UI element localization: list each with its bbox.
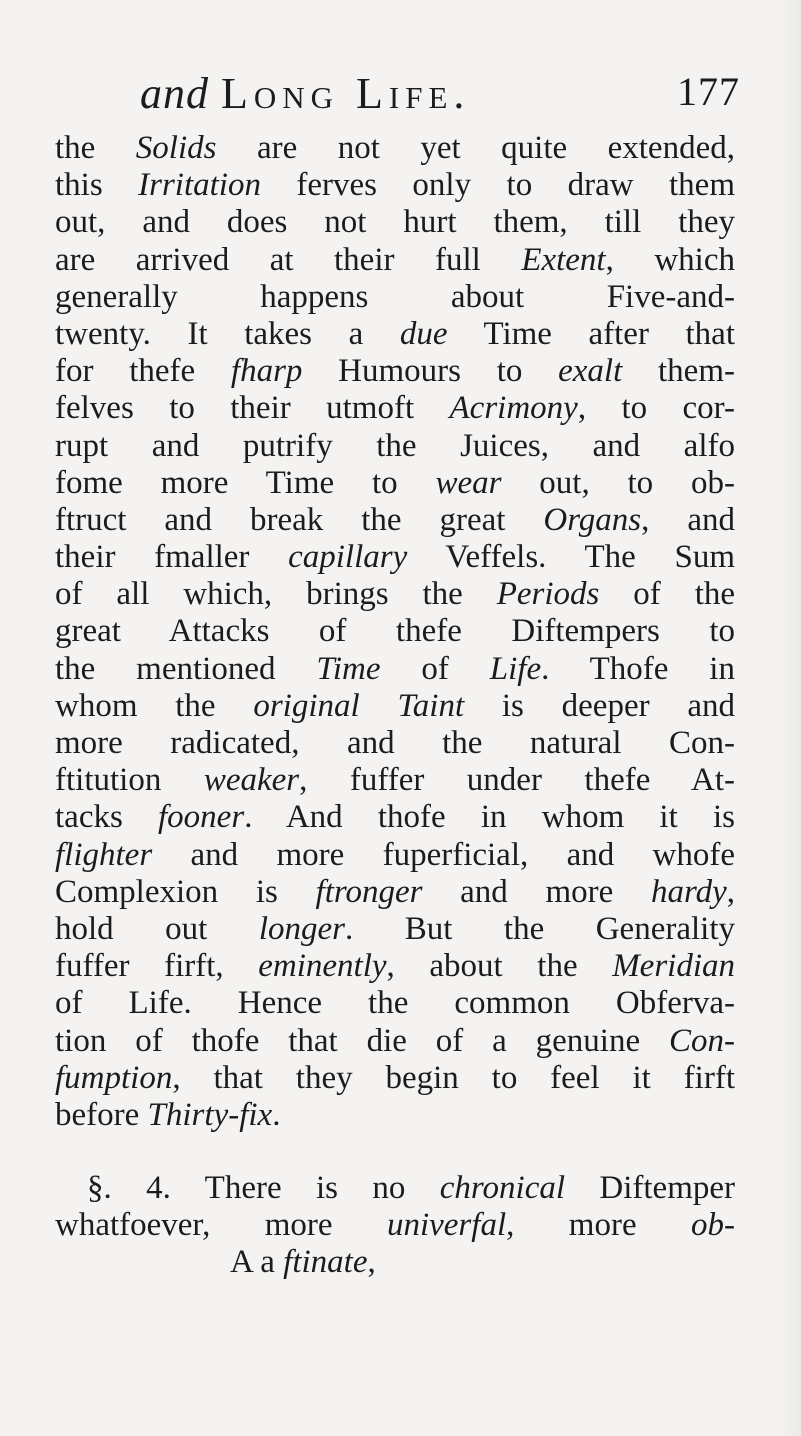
italic-run: Con-	[669, 1022, 735, 1059]
text-line	[55, 316, 735, 353]
text-line	[55, 167, 735, 204]
text-line	[55, 1023, 735, 1060]
italic-run: ftinate	[283, 1244, 368, 1281]
text-run: , that they begin to feel it firft	[172, 1059, 735, 1096]
text-line	[55, 465, 735, 502]
text-run: them-	[622, 353, 735, 390]
text-run: great Attacks of thefe Diftempers to	[55, 613, 735, 650]
text-run	[275, 1244, 283, 1280]
text-line	[55, 242, 735, 279]
text-run: the mentioned	[55, 650, 317, 687]
italic-run: Time	[316, 650, 381, 687]
text-run: their fmaller	[55, 539, 289, 576]
text-run: tacks	[55, 799, 159, 836]
text-run: before	[55, 1096, 148, 1133]
text-line	[55, 1060, 735, 1097]
italic-run: wear	[435, 464, 502, 501]
italic-run: flighter	[55, 836, 153, 873]
italic-run: fooner	[158, 799, 245, 836]
italic-run: Acrimony	[449, 390, 578, 427]
text-run: out, and does not hurt them, till they	[55, 204, 735, 241]
text-run: rupt and putrify the Juices, and alfo	[55, 427, 735, 464]
italic-run: ftronger	[315, 873, 423, 910]
text-line	[55, 539, 735, 576]
italic-run: Periods	[496, 576, 600, 613]
italic-run: hardy	[650, 873, 727, 910]
text-run: . Thofe in	[541, 650, 735, 687]
text-line	[55, 1170, 735, 1207]
text-run: , more	[506, 1207, 691, 1244]
text-line	[55, 502, 735, 539]
text-run: Humours to	[302, 353, 559, 390]
text-line	[55, 911, 735, 948]
text-run: are arrived at their full	[55, 241, 522, 278]
running-header	[140, 68, 740, 128]
text-run: tion of thofe that die of a genuine	[55, 1022, 669, 1059]
text-run: felves to their utmoft	[55, 390, 450, 427]
text-run: is deeper and	[464, 687, 735, 724]
text-line	[55, 576, 735, 613]
text-run: twenty. It takes a	[55, 315, 400, 352]
text-line	[55, 874, 735, 911]
italic-run: due	[399, 315, 448, 352]
italic-run: fharp	[230, 353, 303, 390]
text-run: . But the Generality	[345, 910, 735, 947]
italic-run: Extent	[521, 241, 606, 278]
italic-run: Meridian	[612, 948, 736, 985]
text-run: Time after that	[447, 315, 735, 352]
italic-run: exalt	[558, 353, 623, 390]
text-run: ftitution	[55, 762, 204, 799]
text-run: hold out	[55, 910, 259, 947]
text-line	[55, 688, 735, 725]
body-text	[55, 130, 735, 1282]
text-run: are not yet quite extended,	[216, 130, 735, 166]
italic-run: ob-	[691, 1207, 735, 1244]
italic-run: Organs	[543, 501, 642, 538]
text-line	[55, 204, 735, 241]
italic-run: capillary	[288, 539, 408, 576]
text-run: ftruct and break the great	[55, 501, 544, 538]
text-run: . And thofe in whom it is	[244, 799, 735, 836]
text-run: more radicated, and the natural Con-	[55, 725, 735, 761]
text-run: whom the	[55, 687, 254, 724]
text-run: Veffels. The Sum	[407, 539, 735, 576]
text-run: , which	[605, 241, 735, 278]
italic-run: Irritation	[138, 167, 261, 204]
text-run: of the	[599, 576, 736, 613]
italic-run: Solids	[135, 130, 217, 166]
page-number: 177	[677, 69, 740, 114]
text-run: fome more Time to	[55, 464, 436, 501]
page-edge-shadow	[780, 0, 801, 1436]
header-and-word: and	[140, 69, 209, 118]
italic-run: chronical	[439, 1170, 566, 1207]
text-run: for thefe	[55, 353, 231, 390]
text-line	[55, 837, 735, 874]
text-run: .	[272, 1096, 281, 1133]
text-line	[55, 613, 735, 650]
text-run: generally happens about Five-and-	[55, 278, 735, 315]
text-run: §. 4. There is no	[87, 1170, 440, 1207]
italic-run: weaker	[203, 762, 300, 799]
text-line	[55, 1207, 735, 1244]
text-line	[55, 1244, 735, 1281]
text-line	[55, 353, 735, 390]
text-run: of all which, brings the	[55, 576, 497, 613]
text-line	[55, 1097, 735, 1134]
italic-run: Thirty-fix	[147, 1096, 273, 1133]
text-run: fuffer firft,	[55, 948, 259, 985]
text-line	[55, 948, 735, 985]
text-run: , and	[641, 501, 735, 538]
text-run: out, to ob-	[501, 464, 735, 501]
italic-run: eminently	[258, 948, 387, 985]
text-line	[55, 390, 735, 427]
italic-run: univerfal	[386, 1207, 507, 1244]
text-line	[55, 799, 735, 836]
italic-run: longer	[258, 910, 345, 947]
italic-run: original Taint	[253, 687, 465, 724]
text-line	[55, 130, 735, 167]
text-run: ferves only to draw them	[260, 167, 735, 204]
text-run: , fuffer under thefe At-	[299, 762, 735, 799]
text-line	[55, 762, 735, 799]
text-run: this	[55, 167, 139, 204]
text-run: and more	[422, 873, 651, 910]
italic-run: Life	[489, 650, 542, 687]
text-run: A a	[230, 1244, 275, 1281]
text-run: Complexion is	[55, 873, 316, 910]
text-run: of Life. Hence the common Obferva-	[55, 985, 735, 1022]
text-line	[55, 725, 735, 762]
text-line	[55, 651, 735, 688]
text-run: , about the	[386, 948, 613, 985]
text-run: , to cor-	[577, 390, 735, 427]
text-run: ,	[367, 1244, 376, 1281]
text-run: Diftemper	[565, 1170, 736, 1207]
text-run: whatfoever, more	[55, 1207, 387, 1244]
text-line	[55, 279, 735, 316]
header-title: Long Life.	[221, 69, 471, 118]
text-run: of	[380, 650, 490, 687]
text-run: ,	[726, 873, 735, 910]
text-run: the	[55, 130, 136, 166]
text-line	[55, 428, 735, 465]
italic-run: fumption	[55, 1059, 173, 1096]
text-run: and more fuperficial, and whofe	[152, 836, 735, 873]
text-line	[55, 985, 735, 1022]
